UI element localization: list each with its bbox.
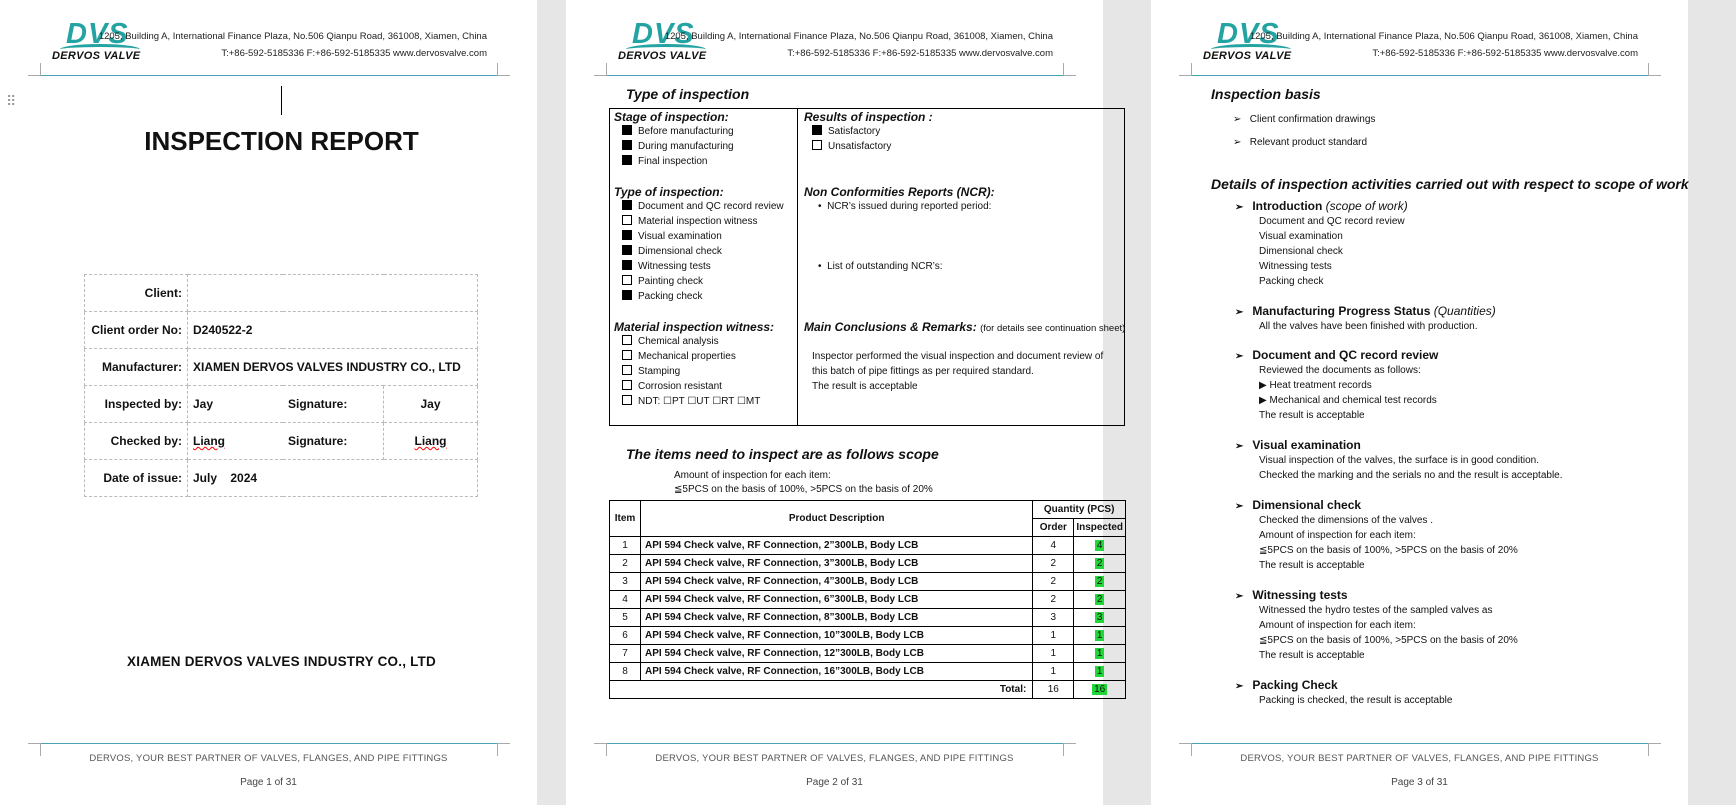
header-address-block <box>665 28 1053 62</box>
items-table-body <box>610 537 1126 681</box>
crop-mark <box>594 743 607 756</box>
unchecked-box-icon[interactable] <box>622 380 632 390</box>
conclusion-text <box>812 349 1103 394</box>
visual-text: Checked the marking and the serials no and the result is acceptable. <box>1259 470 1563 481</box>
header-contact: T:+86-592-5185336 F:+86-592-5185335 www.dervosvalve.com <box>1372 48 1638 59</box>
inspected-signature-label: Signature: <box>283 386 384 423</box>
description-cell: API 594 Check valve, RF Connection, 10”300LB, Body LCB <box>641 627 1033 645</box>
description-cell: API 594 Check valve, RF Connection, 16”300LB, Body LCB <box>641 663 1033 681</box>
items-table <box>609 500 1126 699</box>
inspected-value: 2 <box>1096 576 1103 587</box>
arrow-bullet-icon: ➢ <box>1235 351 1244 362</box>
footer-slogan: DERVOS, YOUR BEST PARTNER OF VALVES, FLANGES, AND PIPE FITTINGS <box>1240 753 1599 764</box>
manufacturer-label: Manufacturer: <box>85 349 188 386</box>
checklist-item <box>812 140 891 152</box>
mps-heading <box>1235 304 1496 318</box>
wit-body <box>1259 603 1518 663</box>
description-cell: API 594 Check valve, RF Connection, 8”300LB, Body LCB <box>641 609 1033 627</box>
material-title: Material inspection witness: <box>614 320 775 334</box>
dim-text: Checked the dimensions of the valves . <box>1259 515 1433 526</box>
order-cell: 1 <box>1033 627 1074 645</box>
checklist-item <box>812 125 880 137</box>
report-info-table <box>84 274 478 497</box>
scope-note <box>674 469 933 497</box>
arrow-bullet-icon: ➢ <box>1235 591 1244 602</box>
header-contact: T:+86-592-5185336 F:+86-592-5185335 www.dervosvalve.com <box>787 48 1053 59</box>
inspected-cell <box>1074 627 1126 645</box>
inspected-cell <box>1074 663 1126 681</box>
unchecked-box-icon[interactable] <box>622 275 632 285</box>
arrow-bullet-icon: ➢ <box>1235 307 1244 318</box>
checklist-item <box>622 275 703 287</box>
inspected-cell <box>1074 537 1126 555</box>
checked-signature-label: Signature: <box>283 423 384 460</box>
checklist-item-label: Before manufacturing <box>638 126 734 137</box>
header-address-block <box>1250 28 1638 62</box>
checked-box-icon[interactable] <box>812 125 822 135</box>
item-cell: 4 <box>610 591 641 609</box>
crop-mark <box>1648 743 1661 756</box>
table-row <box>85 312 478 349</box>
item-cell: 8 <box>610 663 641 681</box>
inspected-cell <box>1074 609 1126 627</box>
checklist-item-label: Dimensional check <box>638 246 722 257</box>
doc-title: Document and QC record review <box>1252 348 1439 362</box>
order-cell: 3 <box>1033 609 1074 627</box>
crop-mark <box>1063 743 1076 756</box>
scope-line: ≦5PCS on the basis of 100%, >5PCS on the basis of 20% <box>674 484 933 495</box>
description-cell: API 594 Check valve, RF Connection, 12”300LB, Body LCB <box>641 645 1033 663</box>
table-row <box>85 423 478 460</box>
inspected-value: 3 <box>1096 612 1103 623</box>
item-cell: 2 <box>610 555 641 573</box>
checklist-item-label: Material inspection witness <box>638 216 758 227</box>
table-row <box>610 627 1126 645</box>
unchecked-box-icon[interactable] <box>622 365 632 375</box>
intro-item: Dimensional check <box>1259 246 1343 257</box>
visual-heading <box>1235 438 1361 452</box>
intro-item: Document and QC record review <box>1259 216 1405 227</box>
checklist-item <box>622 215 758 227</box>
doc-body <box>1259 363 1437 423</box>
intro-list <box>1259 214 1405 289</box>
inspected-by-field[interactable]: Jay <box>188 386 284 423</box>
table-row <box>610 663 1126 681</box>
footer-slogan: DERVOS, YOUR BEST PARTNER OF VALVES, FLANGES, AND PIPE FITTINGS <box>655 753 1014 764</box>
logo-mark: DVS <box>1217 18 1280 50</box>
wit-text: Amount of inspection for each item: <box>1259 620 1416 631</box>
checklist-item <box>622 245 722 257</box>
page-header <box>566 0 1103 80</box>
page-footer <box>566 735 1103 805</box>
description-cell: API 594 Check valve, RF Connection, 6”300LB, Body LCB <box>641 591 1033 609</box>
checklist-item <box>622 350 736 362</box>
crop-mark <box>1179 743 1192 756</box>
visual-body <box>1259 453 1563 483</box>
intro-item: Witnessing tests <box>1259 261 1332 272</box>
order-cell: 2 <box>1033 555 1074 573</box>
ncr-item-text: List of outstanding NCR’s: <box>827 261 943 272</box>
header-address: 1205, Building A, International Finance Plaza, No.506 Qianpu Road, 361008, Xiamen, China <box>1249 31 1638 42</box>
description-cell: API 594 Check valve, RF Connection, 2”300LB, Body LCB <box>641 537 1033 555</box>
section-title-type-of-inspection[interactable]: Type of inspection <box>626 86 750 102</box>
table-row <box>610 609 1126 627</box>
client-label: Client: <box>85 275 188 312</box>
order-cell: 2 <box>1033 591 1074 609</box>
intro-sub: (scope of work) <box>1325 199 1408 213</box>
checked-box-icon[interactable] <box>622 155 632 165</box>
client-field[interactable] <box>188 275 478 312</box>
ncr-item: • NCR’s issued during reported period: <box>818 201 992 212</box>
manufacturer-field[interactable]: XIAMEN DERVOS VALVES INDUSTRY CO., LTD <box>188 349 478 386</box>
table-row <box>610 591 1126 609</box>
type-title: Type of inspection: <box>614 185 724 199</box>
crop-mark <box>1063 63 1076 76</box>
dim-title: Dimensional check <box>1252 498 1362 512</box>
checked-box-icon[interactable] <box>622 230 632 240</box>
checklist-item-label: Satisfactory <box>828 126 881 137</box>
footer-rule <box>606 743 1063 744</box>
pack-title: Packing Check <box>1252 678 1338 692</box>
header-rule <box>606 75 1063 76</box>
intro-item: Packing check <box>1259 276 1324 287</box>
inspected-value: 1 <box>1096 648 1103 659</box>
footer-slogan: DERVOS, YOUR BEST PARTNER OF VALVES, FLANGES, AND PIPE FITTINGS <box>89 753 448 764</box>
col-quantity: Quantity (PCS) <box>1033 501 1126 519</box>
unchecked-box-icon[interactable] <box>622 215 632 225</box>
conclusion-note: (for details see continuation sheet) <box>980 323 1126 334</box>
page-footer <box>1151 735 1688 805</box>
wit-text: ≦5PCS on the basis of 100%, >5PCS on the basis of 20% <box>1259 635 1518 646</box>
inspected-by-label: Inspected by: <box>85 386 188 423</box>
dim-heading <box>1235 498 1361 512</box>
results-title: Results of inspection : <box>804 110 933 124</box>
crop-mark <box>1179 63 1192 76</box>
basis-item <box>1233 114 1375 125</box>
document-page-1 <box>0 0 537 805</box>
inspected-value: 2 <box>1096 558 1103 569</box>
dim-text: ≦5PCS on the basis of 100%, >5PCS on the basis of 20% <box>1259 545 1518 556</box>
unchecked-box-icon[interactable] <box>622 335 632 345</box>
header-contact: T:+86-592-5185336 F:+86-592-5185335 www.dervosvalve.com <box>221 48 487 59</box>
dim-body <box>1259 513 1518 573</box>
page-header <box>0 0 537 80</box>
arrow-bullet-icon: ➢ <box>1235 501 1244 512</box>
intro-heading <box>1235 199 1408 213</box>
arrow-bullet-icon: ➢ <box>1235 202 1244 213</box>
table-total-row <box>610 681 1126 699</box>
header-rule <box>40 75 497 76</box>
wit-result: The result is acceptable <box>1259 650 1365 661</box>
header-address-block <box>99 28 487 62</box>
checked-box-icon[interactable] <box>622 140 632 150</box>
wit-title: Witnessing tests <box>1252 588 1348 602</box>
pack-text: Packing is checked, the result is acceptable <box>1259 695 1453 706</box>
crop-mark <box>28 743 41 756</box>
table-row <box>610 537 1126 555</box>
inspected-value: 1 <box>1096 630 1103 641</box>
checked-box-icon[interactable] <box>622 260 632 270</box>
checklist-item <box>622 260 711 272</box>
footer-rule <box>40 743 497 744</box>
visual-text: Visual inspection of the valves, the surface is in good condition. <box>1259 455 1539 466</box>
basis-item-text: Client confirmation drawings <box>1249 114 1376 125</box>
doc-item-text: Heat treatment records <box>1269 380 1372 391</box>
checked-box-icon[interactable] <box>622 200 632 210</box>
checklist-item <box>622 200 784 212</box>
checked-box-icon[interactable] <box>622 290 632 300</box>
order-label: Client order No: <box>85 312 188 349</box>
conclusion-text-line: this batch of pipe fittings as per required standard. <box>812 366 1034 377</box>
checklist-item-label: Witnessing tests <box>638 261 711 272</box>
unchecked-box-icon[interactable] <box>622 350 632 360</box>
description-cell: API 594 Check valve, RF Connection, 3”300LB, Body LCB <box>641 555 1033 573</box>
header-address: 1205, Building A, International Finance Plaza, No.506 Qianpu Road, 361008, Xiamen, China <box>98 31 487 42</box>
item-cell: 3 <box>610 573 641 591</box>
col-description: Product Description <box>641 501 1033 537</box>
doc-text: Reviewed the documents as follows: <box>1259 365 1421 376</box>
wit-heading <box>1235 588 1348 602</box>
scope-line: Amount of inspection for each item: <box>674 470 831 481</box>
document-page-2 <box>566 0 1126 805</box>
arrow-bullet-icon: ➢ <box>1233 137 1242 148</box>
crop-mark <box>1648 63 1661 76</box>
text-cursor <box>281 86 282 115</box>
arrow-bullet-icon: ➢ <box>1233 114 1242 125</box>
ncr-title: Non Conformities Reports (NCR): <box>804 185 995 199</box>
col-order: Order <box>1033 519 1074 537</box>
checklist-item-label: Corrosion resistant <box>638 381 722 392</box>
header-rule <box>1191 75 1648 76</box>
arrow-bullet-icon: ➢ <box>1235 441 1244 452</box>
wit-text: Witnessed the hydro testes of the sampled valves as <box>1259 605 1493 616</box>
dim-result: The result is acceptable <box>1259 560 1365 571</box>
ncr-item: • List of outstanding NCR’s: <box>818 261 943 272</box>
arrow-bullet-icon: ➢ <box>1235 681 1244 692</box>
inspection-type-box <box>609 108 1125 426</box>
inspected-cell <box>1074 555 1126 573</box>
conclusion-title-text: Main Conclusions & Remarks: <box>804 320 977 334</box>
crop-mark <box>28 63 41 76</box>
crop-mark <box>594 63 607 76</box>
checked-box-icon[interactable] <box>622 245 632 255</box>
table-row <box>610 645 1126 663</box>
ncr-item-text: NCR’s issued during reported period: <box>827 201 992 212</box>
checklist-item <box>622 365 680 377</box>
inspected-cell <box>1074 573 1126 591</box>
table-row <box>610 573 1126 591</box>
checklist-item-label: NDT: ☐PT ☐UT ☐RT ☐MT <box>638 396 761 407</box>
page-footer <box>0 735 537 805</box>
inspected-value: 1 <box>1096 666 1103 677</box>
doc-item-text: Mechanical and chemical test records <box>1269 395 1437 406</box>
dim-text: Amount of inspection for each item: <box>1259 530 1416 541</box>
checklist-item-label: Painting check <box>638 276 704 287</box>
stage-title: Stage of inspection: <box>614 110 729 124</box>
checked-by-label: Checked by: <box>85 423 188 460</box>
section-title-basis[interactable]: Inspection basis <box>1211 86 1321 102</box>
checklist-item <box>622 290 702 302</box>
col-item: Item <box>610 501 641 537</box>
intro-title: Introduction <box>1252 199 1323 213</box>
order-cell: 4 <box>1033 537 1074 555</box>
inspected-value: 2 <box>1096 594 1103 605</box>
inspected-cell <box>1074 591 1126 609</box>
logo-text: DERVOS VALVE <box>1203 50 1292 62</box>
item-cell: 6 <box>610 627 641 645</box>
pack-heading <box>1235 678 1338 692</box>
checklist-item <box>622 155 707 167</box>
section-title-scope[interactable]: The items need to inspect are as follows scope <box>626 446 939 462</box>
doc-result: The result is acceptable <box>1259 410 1365 421</box>
intro-item: Visual examination <box>1259 231 1343 242</box>
conclusion-text-line: The result is acceptable <box>812 381 918 392</box>
total-inspected-cell <box>1074 681 1126 699</box>
page-number: Page 1 of 31 <box>240 777 297 788</box>
table-row <box>610 555 1126 573</box>
checklist-item <box>622 125 734 137</box>
section-title-details[interactable]: Details of inspection activities carried out with respect to scope of work <box>1211 176 1689 192</box>
date-label: Date of issue: <box>85 460 188 497</box>
box-divider <box>797 109 798 425</box>
total-order: 16 <box>1033 681 1074 699</box>
mps-title: Manufacturing Progress Status <box>1252 304 1431 318</box>
crop-mark <box>497 743 510 756</box>
doc-heading <box>1235 348 1438 362</box>
checklist-item-label: Unsatisfactory <box>828 141 892 152</box>
checklist-item <box>622 230 722 242</box>
checklist-item-label: Stamping <box>638 366 681 377</box>
mps-sub: (Quantities) <box>1433 304 1496 318</box>
table-row <box>85 460 478 497</box>
inspected-signature-field[interactable]: Jay <box>384 386 478 423</box>
item-cell: 1 <box>610 537 641 555</box>
logo-text: DERVOS VALVE <box>52 50 141 62</box>
page-header <box>1151 0 1688 80</box>
checklist-item-label: Visual examination <box>638 231 722 242</box>
checklist-item <box>622 380 722 392</box>
order-cell: 1 <box>1033 663 1074 681</box>
doc-item <box>1259 393 1437 408</box>
checklist-item-label: Packing check <box>638 291 703 302</box>
checklist-item-label: During manufacturing <box>638 141 734 152</box>
doc-item <box>1259 378 1437 393</box>
checked-by-field[interactable]: Liang <box>188 423 284 460</box>
header-address: 1205, Building A, International Finance Plaza, No.506 Qianpu Road, 361008, Xiamen, China <box>664 31 1053 42</box>
date-field[interactable]: July 2024 <box>188 460 478 497</box>
triangle-bullet-icon: ▶ <box>1259 395 1267 406</box>
logo-mark: DVS <box>66 18 129 50</box>
item-cell: 7 <box>610 645 641 663</box>
unchecked-box-icon[interactable] <box>812 140 822 150</box>
checklist-item <box>622 335 719 347</box>
checklist-item <box>622 395 760 407</box>
total-label: Total: <box>610 681 1033 699</box>
checked-signature-field[interactable]: Liang <box>384 423 478 460</box>
col-inspected: Inspected <box>1074 519 1126 537</box>
triangle-bullet-icon: ▶ <box>1259 380 1267 391</box>
table-row <box>85 386 478 423</box>
checked-box-icon[interactable] <box>622 125 632 135</box>
page-number: Page 3 of 31 <box>1391 777 1448 788</box>
order-cell: 1 <box>1033 645 1074 663</box>
logo-text: DERVOS VALVE <box>618 50 707 62</box>
order-cell: 2 <box>1033 573 1074 591</box>
table-row <box>85 275 478 312</box>
total-inspected: 16 <box>1094 684 1106 695</box>
document-page-3 <box>1151 0 1688 805</box>
description-cell: API 594 Check valve, RF Connection, 4”300LB, Body LCB <box>641 573 1033 591</box>
basis-item-text: Relevant product standard <box>1249 137 1368 148</box>
checklist-item-label: Mechanical properties <box>638 351 736 362</box>
logo-mark: DVS <box>632 18 695 50</box>
company-name[interactable]: XIAMEN DERVOS VALVES INDUSTRY CO., LTD <box>127 654 436 669</box>
conclusion-text-line: Inspector performed the visual inspection and document review of <box>812 351 1104 362</box>
unchecked-box-icon[interactable] <box>622 395 632 405</box>
checklist-item-label: Final inspection <box>638 156 708 167</box>
drag-handle-icon[interactable]: ⠿ <box>6 93 17 109</box>
footer-rule <box>1191 743 1648 744</box>
table-header-row <box>610 501 1126 519</box>
page-number: Page 2 of 31 <box>806 777 863 788</box>
conclusion-title <box>804 320 1125 334</box>
inspected-value: 4 <box>1096 540 1103 551</box>
report-title[interactable]: INSPECTION REPORT <box>144 126 419 156</box>
mps-text: All the valves have been finished with production. <box>1259 321 1478 332</box>
checklist-item-label: Document and QC record review <box>638 201 784 212</box>
item-cell: 5 <box>610 609 641 627</box>
crop-mark <box>497 63 510 76</box>
checklist-item <box>622 140 734 152</box>
visual-title: Visual examination <box>1252 438 1361 452</box>
order-field[interactable]: D240522-2 <box>188 312 478 349</box>
table-row <box>85 349 478 386</box>
basis-item <box>1233 137 1367 148</box>
checklist-item-label: Chemical analysis <box>638 336 719 347</box>
inspected-cell <box>1074 645 1126 663</box>
